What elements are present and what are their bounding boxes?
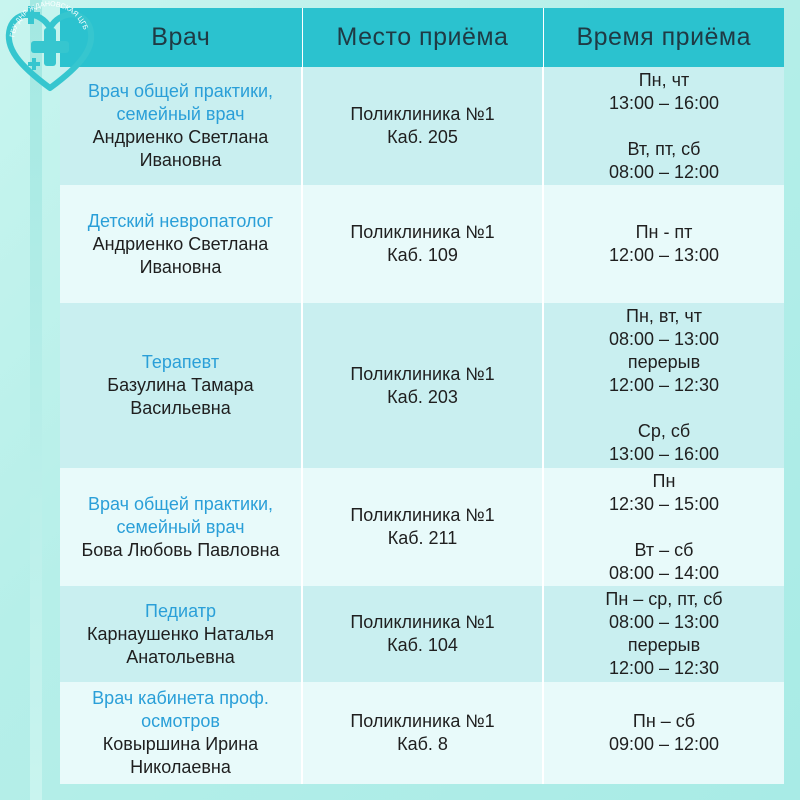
- doctor-cell: [60, 468, 302, 586]
- place-line: Каб. 109: [387, 245, 458, 265]
- doctor-name: Николаевна: [130, 757, 231, 777]
- doctor-name: Ивановна: [139, 150, 222, 170]
- doctor-specialty: Терапевт: [141, 352, 220, 372]
- table-row: [60, 185, 784, 303]
- logo-text: ГБУ ДНР ЖДАНОВСКАЯ ЦГБ: [9, 0, 89, 38]
- doctor-specialty: Детский невропатолог: [87, 210, 274, 231]
- place-line: Каб. 211: [387, 528, 458, 548]
- table-row: [60, 682, 784, 784]
- doctor-name: Ковыршина Ирина: [102, 734, 259, 754]
- doctor-cell: [60, 682, 302, 784]
- schedule-table: [60, 8, 784, 784]
- time-line: 12:00 – 12:30: [608, 375, 720, 395]
- place-line: Поликлиника №1: [350, 612, 495, 632]
- time-line: Пн - пт: [635, 222, 693, 242]
- doctor-cell: [60, 586, 302, 682]
- time-gap: [548, 115, 780, 138]
- header-place: Место приёма: [302, 8, 543, 67]
- time-line: перерыв: [627, 352, 701, 372]
- doctor-specialty: Педиатр: [145, 600, 216, 621]
- place-line: Поликлиника №1: [350, 505, 495, 525]
- doctor-name: Базулина Тамара: [107, 375, 254, 395]
- time-line: 13:00 – 16:00: [608, 92, 720, 113]
- time-line: 08:00 – 13:00: [608, 612, 720, 632]
- doctor-name: Ивановна: [139, 256, 222, 277]
- doctor-specialty: Врач общей практики,: [87, 81, 274, 101]
- time-line: 08:00 – 13:00: [608, 329, 720, 349]
- time-line: Пн – ср, пт, сб: [605, 589, 723, 609]
- time-line: 09:00 – 12:00: [608, 734, 720, 754]
- doctor-name: Анатольевна: [126, 646, 235, 667]
- place-line: Поликлиника №1: [350, 104, 495, 124]
- place-line: Каб. 8: [397, 734, 448, 754]
- time-line: перерыв: [627, 635, 701, 655]
- doctor-specialty: семейный врач: [116, 104, 245, 124]
- place-line: Поликлиника №1: [350, 222, 495, 242]
- time-gap: [548, 397, 780, 420]
- time-line: 08:00 – 14:00: [608, 562, 720, 583]
- doctor-specialty: Врач кабинета проф.: [92, 688, 269, 708]
- table-row: [60, 303, 784, 468]
- place-line: Поликлиника №1: [350, 711, 495, 731]
- time-cell: [543, 586, 784, 682]
- doctor-name: Андриенко Светлана: [92, 233, 269, 254]
- time-line: 12:00 – 12:30: [608, 658, 720, 678]
- table-row: [60, 586, 784, 682]
- place-cell: [302, 468, 543, 586]
- place-line: Каб. 205: [387, 127, 458, 147]
- time-line: Пн, чт: [638, 69, 690, 90]
- left-stripe: [30, 0, 42, 800]
- doctor-name: Бова Любовь Павловна: [81, 539, 280, 560]
- table-row: [60, 67, 784, 185]
- table-header-row: [60, 8, 784, 67]
- place-cell: [302, 185, 543, 303]
- time-line: Вт, пт, сб: [627, 138, 701, 159]
- table-row: [60, 468, 784, 586]
- time-line: 12:30 – 15:00: [608, 493, 720, 514]
- place-line: Каб. 104: [387, 635, 458, 655]
- time-gap: [548, 516, 780, 539]
- doctor-cell: [60, 303, 302, 468]
- time-line: Пн: [652, 470, 676, 491]
- doctor-name: Васильевна: [130, 398, 231, 418]
- time-line: Вт – сб: [634, 539, 694, 560]
- time-cell: [543, 682, 784, 784]
- doctor-name: Андриенко Светлана: [92, 127, 269, 147]
- doctor-specialty: семейный врач: [116, 516, 245, 537]
- header-time: Время приёма: [543, 8, 784, 67]
- place-cell: [302, 303, 543, 468]
- time-line: Ср, сб: [637, 421, 691, 441]
- time-line: 12:00 – 13:00: [608, 245, 720, 265]
- doctor-cell: [60, 185, 302, 303]
- doctor-name: Карнаушенко Наталья: [86, 623, 275, 644]
- time-line: Пн, вт, чт: [626, 306, 702, 326]
- heart-plus-icon: [0, 0, 100, 100]
- time-cell: [543, 303, 784, 468]
- place-line: Поликлиника №1: [350, 363, 495, 384]
- header-doctor: Врач: [60, 8, 302, 67]
- time-line: 08:00 – 12:00: [608, 161, 720, 182]
- time-cell: [543, 468, 784, 586]
- time-line: 13:00 – 16:00: [608, 444, 720, 464]
- place-cell: [302, 586, 543, 682]
- place-cell: [302, 682, 543, 784]
- place-cell: [302, 67, 543, 185]
- place-line: Каб. 203: [387, 386, 458, 407]
- doctor-specialty: осмотров: [141, 711, 220, 731]
- time-cell: [543, 67, 784, 185]
- time-line: Пн – сб: [632, 711, 696, 731]
- doctor-specialty: Врач общей практики,: [87, 493, 274, 514]
- time-cell: [543, 185, 784, 303]
